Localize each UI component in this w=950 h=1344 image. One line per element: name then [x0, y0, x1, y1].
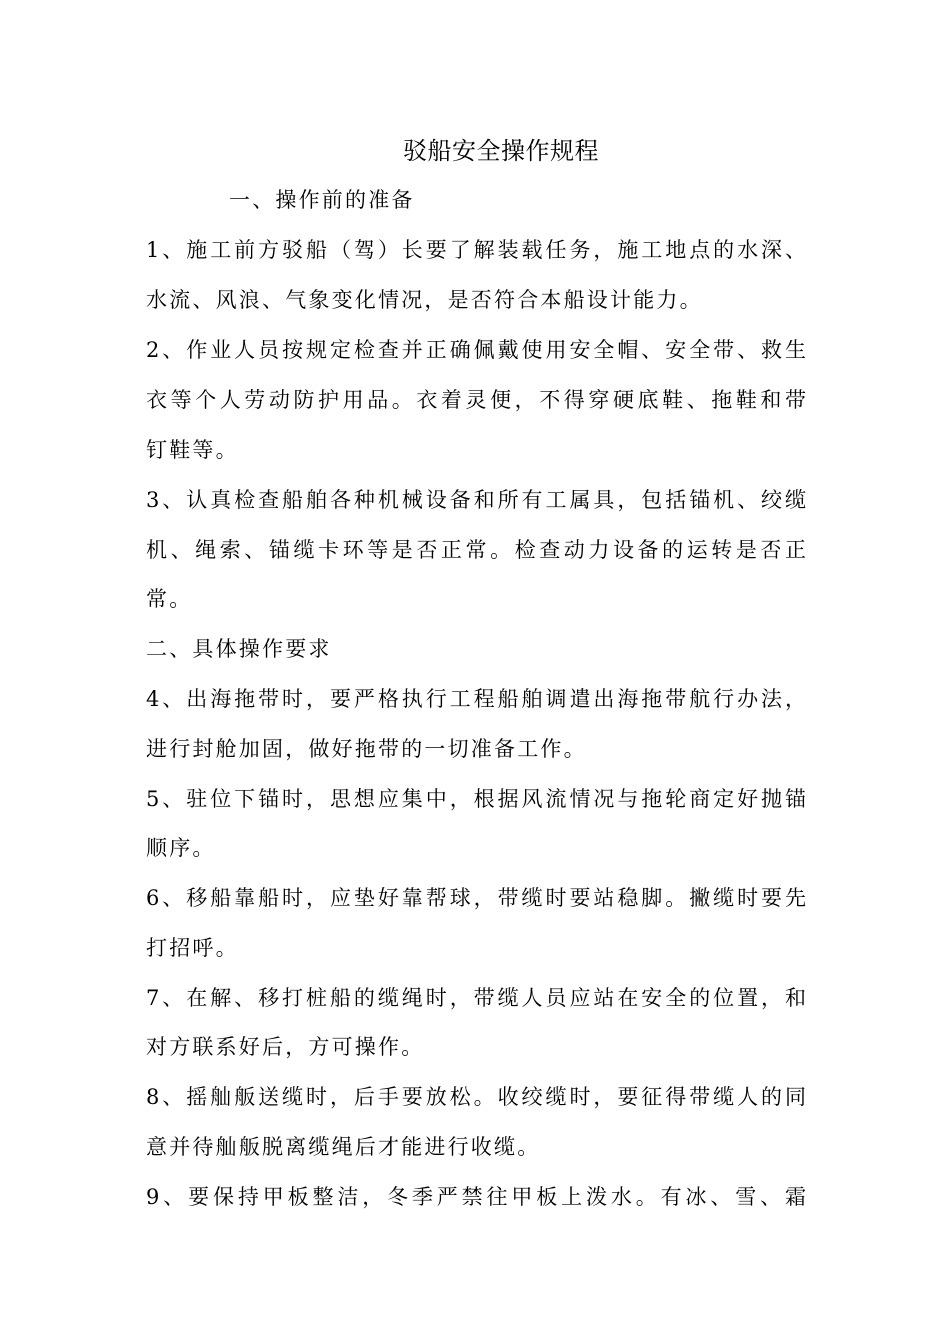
- text-line: 9、要保持甲板整洁，冬季严禁往甲板上泼水。有冰、雪、霜: [146, 1185, 806, 1209]
- text-line: 4、出海拖带时，要严格执行工程船舶调遣出海拖带航行办法，: [146, 687, 806, 711]
- section-heading-preparation: 一、操作前的准备: [229, 188, 415, 212]
- text-line: 水流、风浪、气象变化情况，是否符合本船设计能力。: [146, 288, 703, 312]
- text-line: 钉鞋等。: [146, 438, 239, 462]
- text-line: 对方联系好后，方可操作。: [146, 1035, 425, 1059]
- text-line: 1、施工前方驳船（驾）长要了解装载任务，施工地点的水深、: [146, 238, 806, 262]
- text-line: 打招呼。: [146, 936, 239, 960]
- text-line: 进行封舱加固，做好拖带的一切准备工作。: [146, 737, 587, 761]
- text-line: 3、认真检查船舶各种机械设备和所有工属具，包括锚机、绞缆: [146, 488, 806, 512]
- text-line: 顺序。: [146, 836, 216, 860]
- text-line: 2、作业人员按规定检查并正确佩戴使用安全帽、安全带、救生: [146, 338, 806, 362]
- text-line: 7、在解、移打桩船的缆绳时，带缆人员应站在安全的位置，和: [146, 986, 806, 1010]
- text-line: 8、摇舢舨送缆时，后手要放松。收绞缆时，要征得带缆人的同: [146, 1085, 806, 1109]
- page-title: 驳船安全操作规程: [403, 137, 599, 165]
- section-heading-requirements: 二、具体操作要求: [146, 637, 332, 661]
- text-line: 常。: [146, 587, 193, 611]
- text-line: 机、绳索、锚缆卡环等是否正常。检查动力设备的运转是否正: [146, 538, 806, 562]
- text-line: 意并待舢舨脱离缆绳后才能进行收缆。: [146, 1135, 541, 1159]
- text-line: 衣等个人劳动防护用品。衣着灵便，不得穿硬底鞋、拖鞋和带: [146, 388, 806, 412]
- text-line: 5、驻位下锚时，思想应集中，根据风流情况与拖轮商定好抛锚: [146, 787, 806, 811]
- text-line: 6、移船靠船时，应垫好靠帮球，带缆时要站稳脚。撇缆时要先: [146, 886, 806, 910]
